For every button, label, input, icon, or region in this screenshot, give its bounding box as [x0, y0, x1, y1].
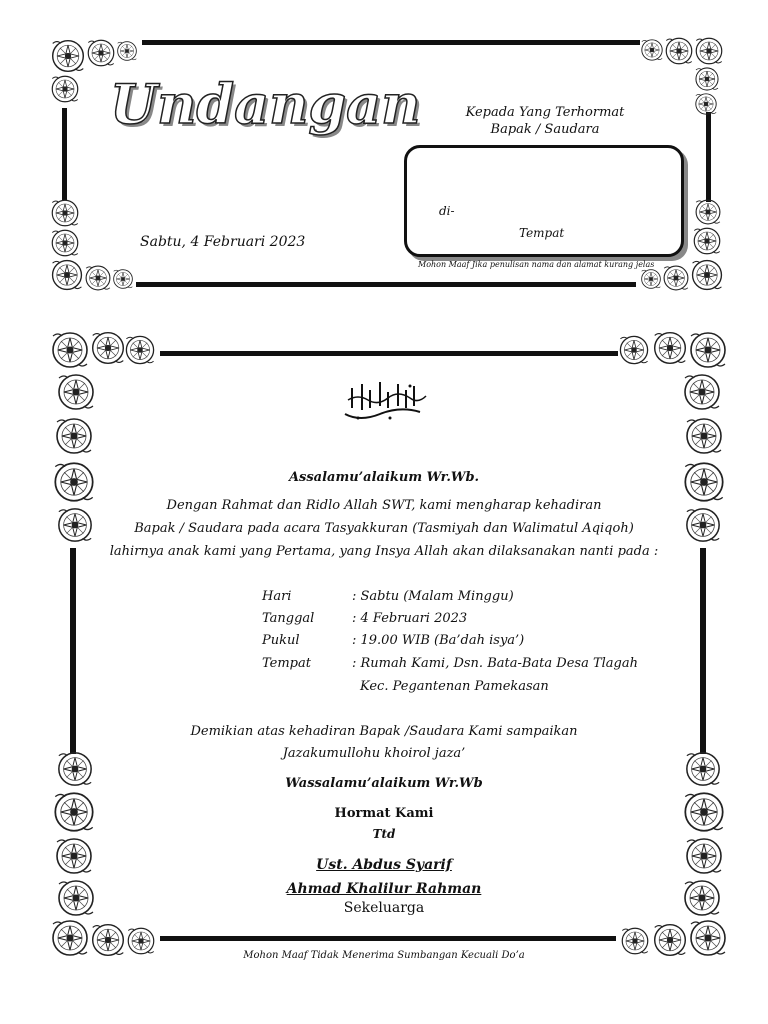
card-top-border	[160, 351, 618, 356]
regards: Hormat Kami	[334, 806, 434, 821]
invitation-title: Undangan	[110, 72, 421, 136]
ttd-label: Ttd	[372, 827, 396, 841]
detail-label-place: Tempat	[262, 656, 311, 671]
bismillah-calligraphy-icon	[340, 378, 430, 424]
greeting: Assalamu’alaikum Wr.Wb.	[288, 470, 480, 485]
card-bottom-border	[160, 936, 616, 941]
envelope-bottom-border	[136, 282, 636, 287]
detail-value-place-2: Kec. Pegantenan Pamekasan	[360, 679, 549, 694]
closing-line-1: Demikian atas kehadiran Bapak /Saudara Kami sampaikan	[190, 724, 578, 739]
envelope-date: Sabtu, 4 Februari 2023	[140, 234, 306, 250]
recipient-line-2: Bapak / Saudara	[490, 122, 600, 137]
envelope-top-border	[142, 40, 640, 45]
footer-note: Mohon Maaf Tidak Menerima Sumbangan Kecuali Do’a	[243, 950, 525, 961]
address-box	[404, 145, 684, 257]
envelope-note: Mohon Maaf Jika penulisan nama dan alamat kurang jelas	[418, 260, 655, 269]
corner-ornament-top-right	[640, 36, 724, 116]
closing-line-2: Jazakumullohu khoirol jaza’	[282, 746, 466, 761]
di-label: di-	[439, 204, 455, 218]
card-ornament-top-right	[618, 330, 728, 550]
intro-line-2: Bapak / Saudara pada acara Tasyakkuran (Tasmiyah dan Walimatul Aqiqoh)	[134, 521, 634, 536]
detail-label-day: Hari	[262, 589, 292, 604]
intro-line-1: Dengan Rahmat dan Ridlo Allah SWT, kami mengharap kehadiran	[166, 498, 602, 513]
envelope-left-border	[62, 108, 67, 200]
detail-label-date: Tanggal	[262, 611, 315, 626]
card-ornament-top-left	[50, 330, 160, 550]
detail-label-time: Pukul	[262, 633, 300, 648]
detail-value-day: : Sabtu (Malam Minggu)	[352, 589, 514, 604]
farewell: Wassalamu’alaikum Wr.Wb	[285, 776, 483, 791]
place-label: Tempat	[519, 226, 565, 240]
detail-value-time: : 19.00 WIB (Ba’dah isya’)	[352, 633, 525, 648]
detail-value-place: : Rumah Kami, Dsn. Bata-Bata Desa Tlagah	[352, 656, 638, 671]
signer-1: Ust. Abdus Syarif	[316, 857, 452, 873]
intro-line-3: lahirnya anak kami yang Pertama, yang Insya Allah akan dilaksanakan nanti pada :	[109, 544, 659, 559]
family-label: Sekeluarga	[343, 900, 425, 916]
signer-2: Ahmad Khalilur Rahman	[286, 881, 482, 897]
envelope-right-border	[706, 112, 711, 202]
recipient-line-1: Kepada Yang Terhormat	[465, 105, 625, 120]
detail-value-date: : 4 Februari 2023	[352, 611, 468, 626]
corner-ornament-bottom-left	[50, 198, 136, 296]
